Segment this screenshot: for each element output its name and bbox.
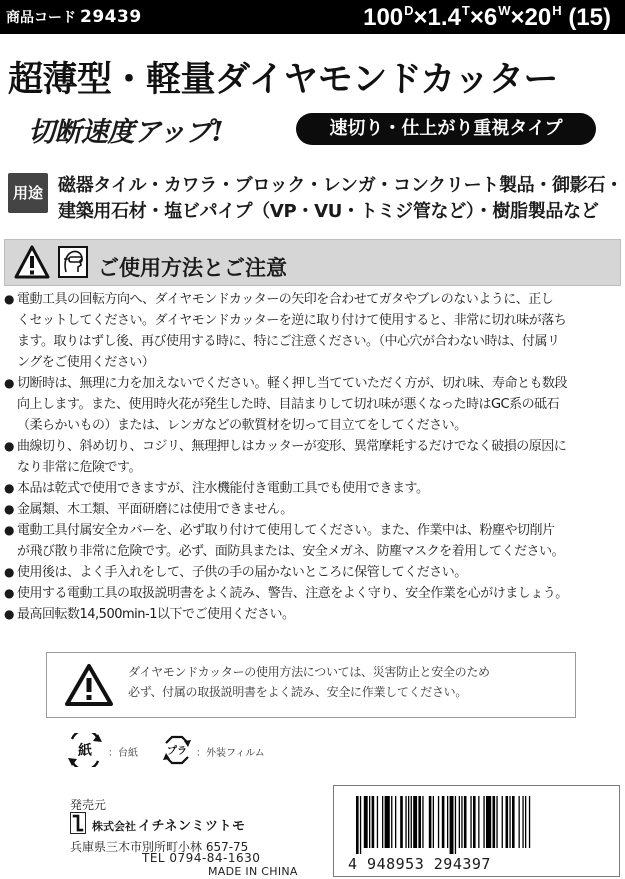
barcode-bar — [496, 796, 497, 848]
plastic-recycle-mark: プラ — [167, 746, 187, 757]
caution-line: くセットしてください。ダイヤモンドカッターを逆に取り付けて使用すると、非常に切れ味が落ち — [17, 313, 567, 328]
barcode-bar — [470, 796, 471, 848]
barcode-bar — [408, 796, 409, 848]
barcode-bar — [502, 796, 503, 848]
made-in: MADE IN CHINA — [208, 865, 298, 878]
paper-recycle-icon — [64, 733, 106, 767]
safety-goggles-face-icon — [58, 246, 88, 278]
caution-line: 金属類、木工類、平面研磨には使用できません。 — [17, 502, 293, 517]
caution-line: 切断時は、無理に力を加えないでください。軽く押し当てていただく方が、切れ味、寿命とも数段 — [17, 376, 568, 391]
barcode-number: 4 948953 294397 — [348, 855, 491, 873]
paper-recycle-label: ：台紙 — [108, 748, 138, 759]
barcode-bar — [411, 796, 412, 848]
barcode-bar — [455, 796, 456, 854]
company-brand: イチネンミツトモ — [138, 819, 246, 834]
spec-thickness: 1.4 — [427, 4, 461, 31]
barcode-bar — [486, 796, 491, 848]
warning-triangle-icon — [14, 245, 50, 279]
barcode-bar — [422, 796, 423, 848]
bullet-icon: ● — [4, 439, 14, 453]
caution-line: 電動工具付属安全カバーを、必ず取り付けて使用してください。また、作業中は、粉塵や切削片 — [17, 523, 555, 538]
barcode-bar — [418, 796, 421, 848]
warning-triangle-icon — [64, 663, 114, 707]
barcode-bar — [464, 796, 467, 848]
caution-item — [4, 562, 623, 583]
spec-dimensions: $100^D\times 1.4^T\times 6^W\times 20^H$ (15) — [363, 3, 611, 31]
barcode-bar — [438, 796, 439, 848]
product-title: 超薄型・軽量ダイヤモンドカッター — [8, 60, 558, 100]
bullet-icon: ● — [4, 607, 14, 621]
feature-pill: 速切り・仕上がり重視タイプ — [296, 113, 596, 145]
product-code — [6, 7, 142, 27]
bullet-icon: ● — [4, 502, 14, 516]
barcode-bar — [483, 796, 484, 848]
barcode-bar — [360, 796, 361, 854]
barcode-bar — [405, 796, 406, 848]
caution-line: 曲線切り、斜め切り、コジリ、無理押しはカッターが変形、異常摩耗するだけでなく破損の原因に — [17, 439, 567, 454]
caution-line: （柔らかいもの）または、レンガなどの軟質材を切って目立てをしてください。 — [17, 418, 467, 433]
barcode-bar — [450, 796, 454, 854]
barcode-bar — [413, 796, 417, 848]
spec-diameter-unit: D — [404, 3, 414, 18]
bullet-icon: ● — [4, 586, 14, 600]
product-code-label: 商品コード — [6, 10, 76, 26]
notice-line: 必ず、付属の取扱説明書をよく読み、安全に作業してください。 — [128, 685, 468, 699]
barcode-bar — [529, 796, 530, 848]
caution-line: 最高回転数14,500min-1以下でご使用ください。 — [17, 607, 295, 622]
company-name — [92, 815, 245, 834]
bullet-icon: ● — [4, 523, 14, 537]
barcode-bar — [372, 796, 375, 848]
caution-item — [4, 520, 623, 562]
caution-line: ます。取りはずし後、再び使用する時に、特にご注意ください。（中心穴が合わない時は、付属リ — [17, 334, 560, 349]
barcode-bar — [442, 796, 445, 848]
caution-item — [4, 373, 623, 436]
plastic-recycle-icon — [160, 733, 194, 767]
caution-item — [4, 499, 623, 520]
caution-line: が飛び散り非常に危険です。必ず、面防具または、安全メガネ、防塵マスクを着用してください。 — [17, 544, 565, 559]
notice-text — [128, 662, 490, 702]
spec-bore: (15) — [568, 4, 611, 31]
spec-height: 20 — [524, 4, 552, 31]
barcode-bar — [473, 796, 476, 848]
catchphrase: 切断速度アップ! — [28, 117, 223, 148]
seller-label: 発売元 — [70, 798, 107, 812]
caution-item — [4, 289, 623, 373]
barcode-bar — [400, 796, 403, 848]
barcode-bar — [395, 796, 396, 848]
barcode-bar — [461, 796, 462, 848]
telephone: TEL 0794-84-1630 — [142, 851, 261, 865]
barcode-bar — [385, 796, 390, 848]
company-prefix: 株式会社 — [92, 820, 136, 833]
company-logo-icon — [70, 812, 86, 834]
bullet-icon: ● — [4, 565, 14, 579]
caution-header-bar — [4, 239, 621, 286]
bullet-icon: ● — [4, 481, 14, 495]
barcode-bar — [377, 796, 378, 848]
caution-item — [4, 583, 623, 604]
caution-line: 使用後は、よく手入れをして、子供の手の届かないところに保管してください。 — [17, 565, 467, 580]
barcode-bar — [429, 796, 432, 848]
barcode-bar — [506, 796, 509, 848]
barcode-bar — [433, 796, 434, 848]
notice-line: ダイヤモンドカッターの使用方法については、災害防止と安全のため — [128, 665, 490, 679]
paper-recycle-mark: 紙 — [78, 743, 92, 759]
spec-width: 6 — [483, 4, 498, 31]
barcode-bar — [509, 796, 510, 848]
spec-diameter: 100 — [363, 4, 404, 31]
usage-line: 建築用石材・塩ビパイプ（VP・VU・トミジ管など）・樹脂製品など — [58, 201, 599, 222]
barcode-bar — [519, 796, 520, 848]
usage-badge: 用途 — [8, 173, 48, 213]
caution-line: なり非常に危険です。 — [17, 460, 141, 475]
barcode-bar — [369, 796, 370, 848]
address: 兵庫県三木市別所町小林 657-75 — [70, 840, 249, 854]
caution-line: 本品は乾式で使用できますが、注水機能付き電動工具でも使用できます。 — [17, 481, 429, 496]
caution-item — [4, 478, 623, 499]
barcode-bar — [493, 796, 496, 848]
caution-notes — [4, 289, 623, 625]
barcode-bar — [459, 796, 460, 848]
barcode-bar — [382, 796, 383, 848]
company-block — [70, 812, 320, 834]
caution-line: 向上します。また、使用時火花が発生した時、目詰まりして切れ味が悪くなった時はGC系の砥石 — [17, 397, 560, 412]
caution-line: ングをご使用ください） — [17, 355, 155, 370]
caution-line: 電動工具の回転方向へ、ダイヤモンドカッターの矢印を合わせてガタやブレのないように、正し — [17, 292, 554, 307]
spec-height-unit: H — [552, 3, 562, 18]
barcode-bar — [478, 796, 479, 848]
barcode-bar — [391, 796, 392, 848]
barcode-bar — [364, 796, 368, 848]
barcode-bar — [522, 796, 523, 848]
barcode-bar — [525, 796, 526, 848]
spec-width-unit: W — [498, 3, 511, 18]
product-code-number: 29439 — [80, 7, 142, 27]
plastic-recycle-label: ：外装フィルム — [196, 748, 265, 759]
bullet-icon: ● — [4, 376, 14, 390]
bullet-icon: ● — [4, 292, 14, 306]
caution-item — [4, 604, 623, 625]
barcode-bar — [512, 796, 515, 848]
header-bar — [0, 0, 625, 34]
usage-line: 磁器タイル・カワラ・ブロック・レンガ・コンクリート製品・御影石・ — [58, 175, 623, 196]
barcode-image — [350, 796, 605, 854]
caution-item — [4, 436, 623, 478]
spec-thickness-unit: T — [461, 3, 470, 18]
barcode-bar — [447, 796, 448, 848]
caution-title: ご使用方法とご注意 — [98, 256, 287, 280]
caution-line: 使用する電動工具の取扱説明書をよく読み、警告、注意をよく守り、安全作業を心がけましょう。 — [17, 586, 568, 601]
barcode-bar — [356, 796, 359, 854]
